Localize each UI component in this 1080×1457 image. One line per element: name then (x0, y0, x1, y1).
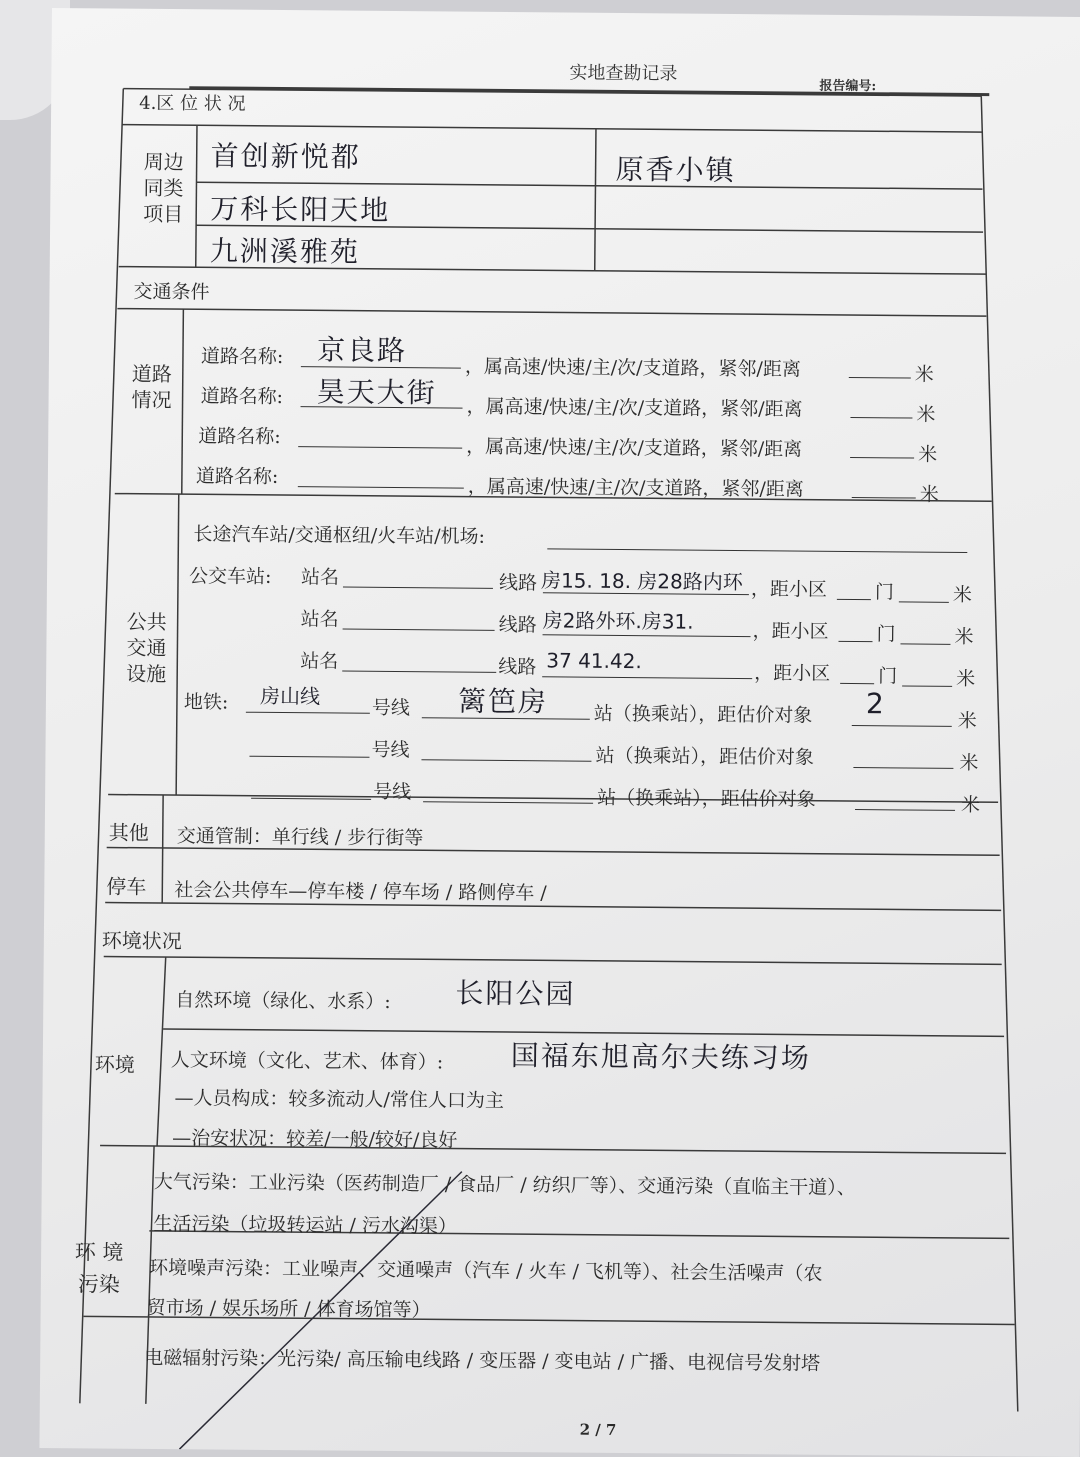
to-community-label: ，距小区 (752, 620, 829, 643)
route-label: 线路 (498, 613, 537, 637)
report-number-label: 报告编号: (819, 78, 877, 95)
bus-route-1: 房15. 18. 房28路内环 (540, 568, 743, 595)
unit-meters: 米 (914, 363, 934, 386)
security-text: —治安状况：较差/一般/较好/良好 (172, 1127, 458, 1152)
pollution-label: 环 境 污染 (74, 1240, 124, 1297)
subway-line-1: 房山线 (259, 683, 321, 709)
road-name-1: 京良路 (316, 333, 408, 368)
line-label: 号线 (371, 696, 411, 720)
unit-meters: 米 (919, 483, 939, 506)
nearby-project-1: 首创新悦都 (210, 139, 361, 174)
cultural-environment-value: 国福东旭高尔夫练习场 (510, 1039, 812, 1075)
population-text: —人员构成：较多流动人/常住人口为主 (174, 1087, 504, 1112)
form-title: 实地查勘记录 (569, 62, 678, 85)
station-name-label: 站名 (300, 566, 340, 589)
table-grid (39, 8, 1080, 1457)
bus-station-label: 公交车站: (188, 565, 272, 588)
road-type-options: ，属高速/快速/主/次/支道路，紧邻/距离 (466, 395, 803, 421)
roads-label: 道路 情况 (131, 361, 172, 413)
to-community-label: ，距小区 (754, 662, 831, 685)
environment-title: 环境状况 (101, 928, 182, 954)
section-location-title: 4.区 位 状 况 (139, 92, 246, 115)
noise-pollution-line-1: 环境噪声污染：工业噪声、交通噪声（汽车 / 火车 / 飞机等）、社会生活噪声（农 (148, 1256, 823, 1285)
station-transfer-label: 站（换乘站），距估价对象 (593, 702, 813, 727)
environment-label: 环境 (94, 1052, 135, 1077)
to-community-label: ，距小区 (750, 578, 828, 601)
station-transfer-label: 站（换乘站），距估价对象 (595, 744, 815, 769)
long-distance-label: 长途汽车站/交通枢纽/火车站/机场: (193, 523, 486, 548)
unit-meters: 米 (959, 751, 979, 775)
gate-label: 门 (878, 665, 898, 688)
subway-label: 地铁: (183, 691, 229, 714)
line-label: 号线 (371, 738, 410, 762)
subway-distance-1: 2 (865, 687, 886, 721)
unit-meters: 米 (956, 667, 976, 691)
gate-label: 门 (874, 581, 895, 604)
cultural-environment-label: 人文环境（文化、艺术、体育）: (170, 1049, 444, 1074)
public-transit-label: 公共 交通 设施 (126, 609, 167, 687)
unit-meters: 米 (954, 625, 974, 649)
station-transfer-label: 站（换乘站），距估价对象 (597, 786, 816, 811)
parking-label: 停车 (106, 874, 147, 899)
page-number: 2 / 7 (579, 1420, 617, 1439)
natural-environment-value: 长阳公园 (455, 976, 576, 1011)
unit-meters: 米 (916, 403, 936, 426)
nearby-project-2: 万科长阳天地 (210, 192, 391, 227)
road-name-2: 昊天大街 (316, 375, 437, 410)
unit-meters: 米 (960, 793, 981, 817)
nearby-projects-label: 周边 同类 项目 (143, 149, 184, 227)
survey-form-page (39, 8, 1080, 1457)
route-label: 线路 (498, 571, 538, 595)
station-name-label: 站名 (300, 608, 339, 631)
route-label: 线路 (498, 655, 537, 679)
unit-meters: 米 (957, 709, 977, 733)
unit-meters: 米 (952, 583, 973, 607)
nearby-project-3: 九洲溪雅苑 (209, 234, 361, 269)
air-pollution-line-1: 大气污染：工业污染（医药制造厂 / 食品厂 / 纺织厂等）、交通污染（直临主干道）、 (153, 1170, 856, 1200)
unit-meters: 米 (918, 443, 938, 466)
noise-pollution-line-2: 贸市场 / 娱乐场所 / 体育场馆等） (146, 1296, 431, 1322)
road-name-label: 道路名称: (200, 385, 284, 409)
nearby-project-4: 原香小镇 (615, 152, 736, 187)
gate-label: 门 (876, 623, 896, 646)
traffic-title: 交通条件 (133, 280, 210, 304)
natural-environment-label: 自然环境（绿化、水系）: (175, 989, 391, 1013)
air-pollution-line-2: 生活污染（垃圾转运站 / 污水沟渠） (153, 1212, 457, 1238)
subway-station-1: 篱笆房 (457, 684, 549, 719)
road-type-options: ，属高速/快速/主/次/支道路，紧邻/距离 (466, 435, 803, 461)
road-type-options: ，属高速/快速/主/次/支道路，紧邻/距离 (464, 355, 801, 381)
line-label: 号线 (373, 780, 412, 804)
parking-text: 社会公共停车—停车楼 / 停车场 / 路侧停车 / (174, 879, 547, 905)
emf-pollution-text: 电磁辐射污染：光污染/ 高压输电线路 / 变压器 / 变电站 / 广播、电视信号发射塔 (144, 1346, 821, 1375)
traffic-control-text: 交通管制：单行线 / 步行街等 (176, 825, 424, 850)
road-type-options: ，属高速/快速/主/次/支道路，紧邻/距离 (467, 475, 804, 501)
road-name-label: 道路名称: (195, 465, 279, 488)
bus-route-2: 房2路外环.房31. (542, 608, 694, 634)
bus-route-3: 37 41.42. (546, 648, 642, 674)
station-name-label: 站名 (300, 650, 339, 673)
other-label: 其他 (108, 820, 149, 845)
road-name-label: 道路名称: (198, 425, 281, 449)
road-name-label: 道路名称: (200, 345, 284, 369)
